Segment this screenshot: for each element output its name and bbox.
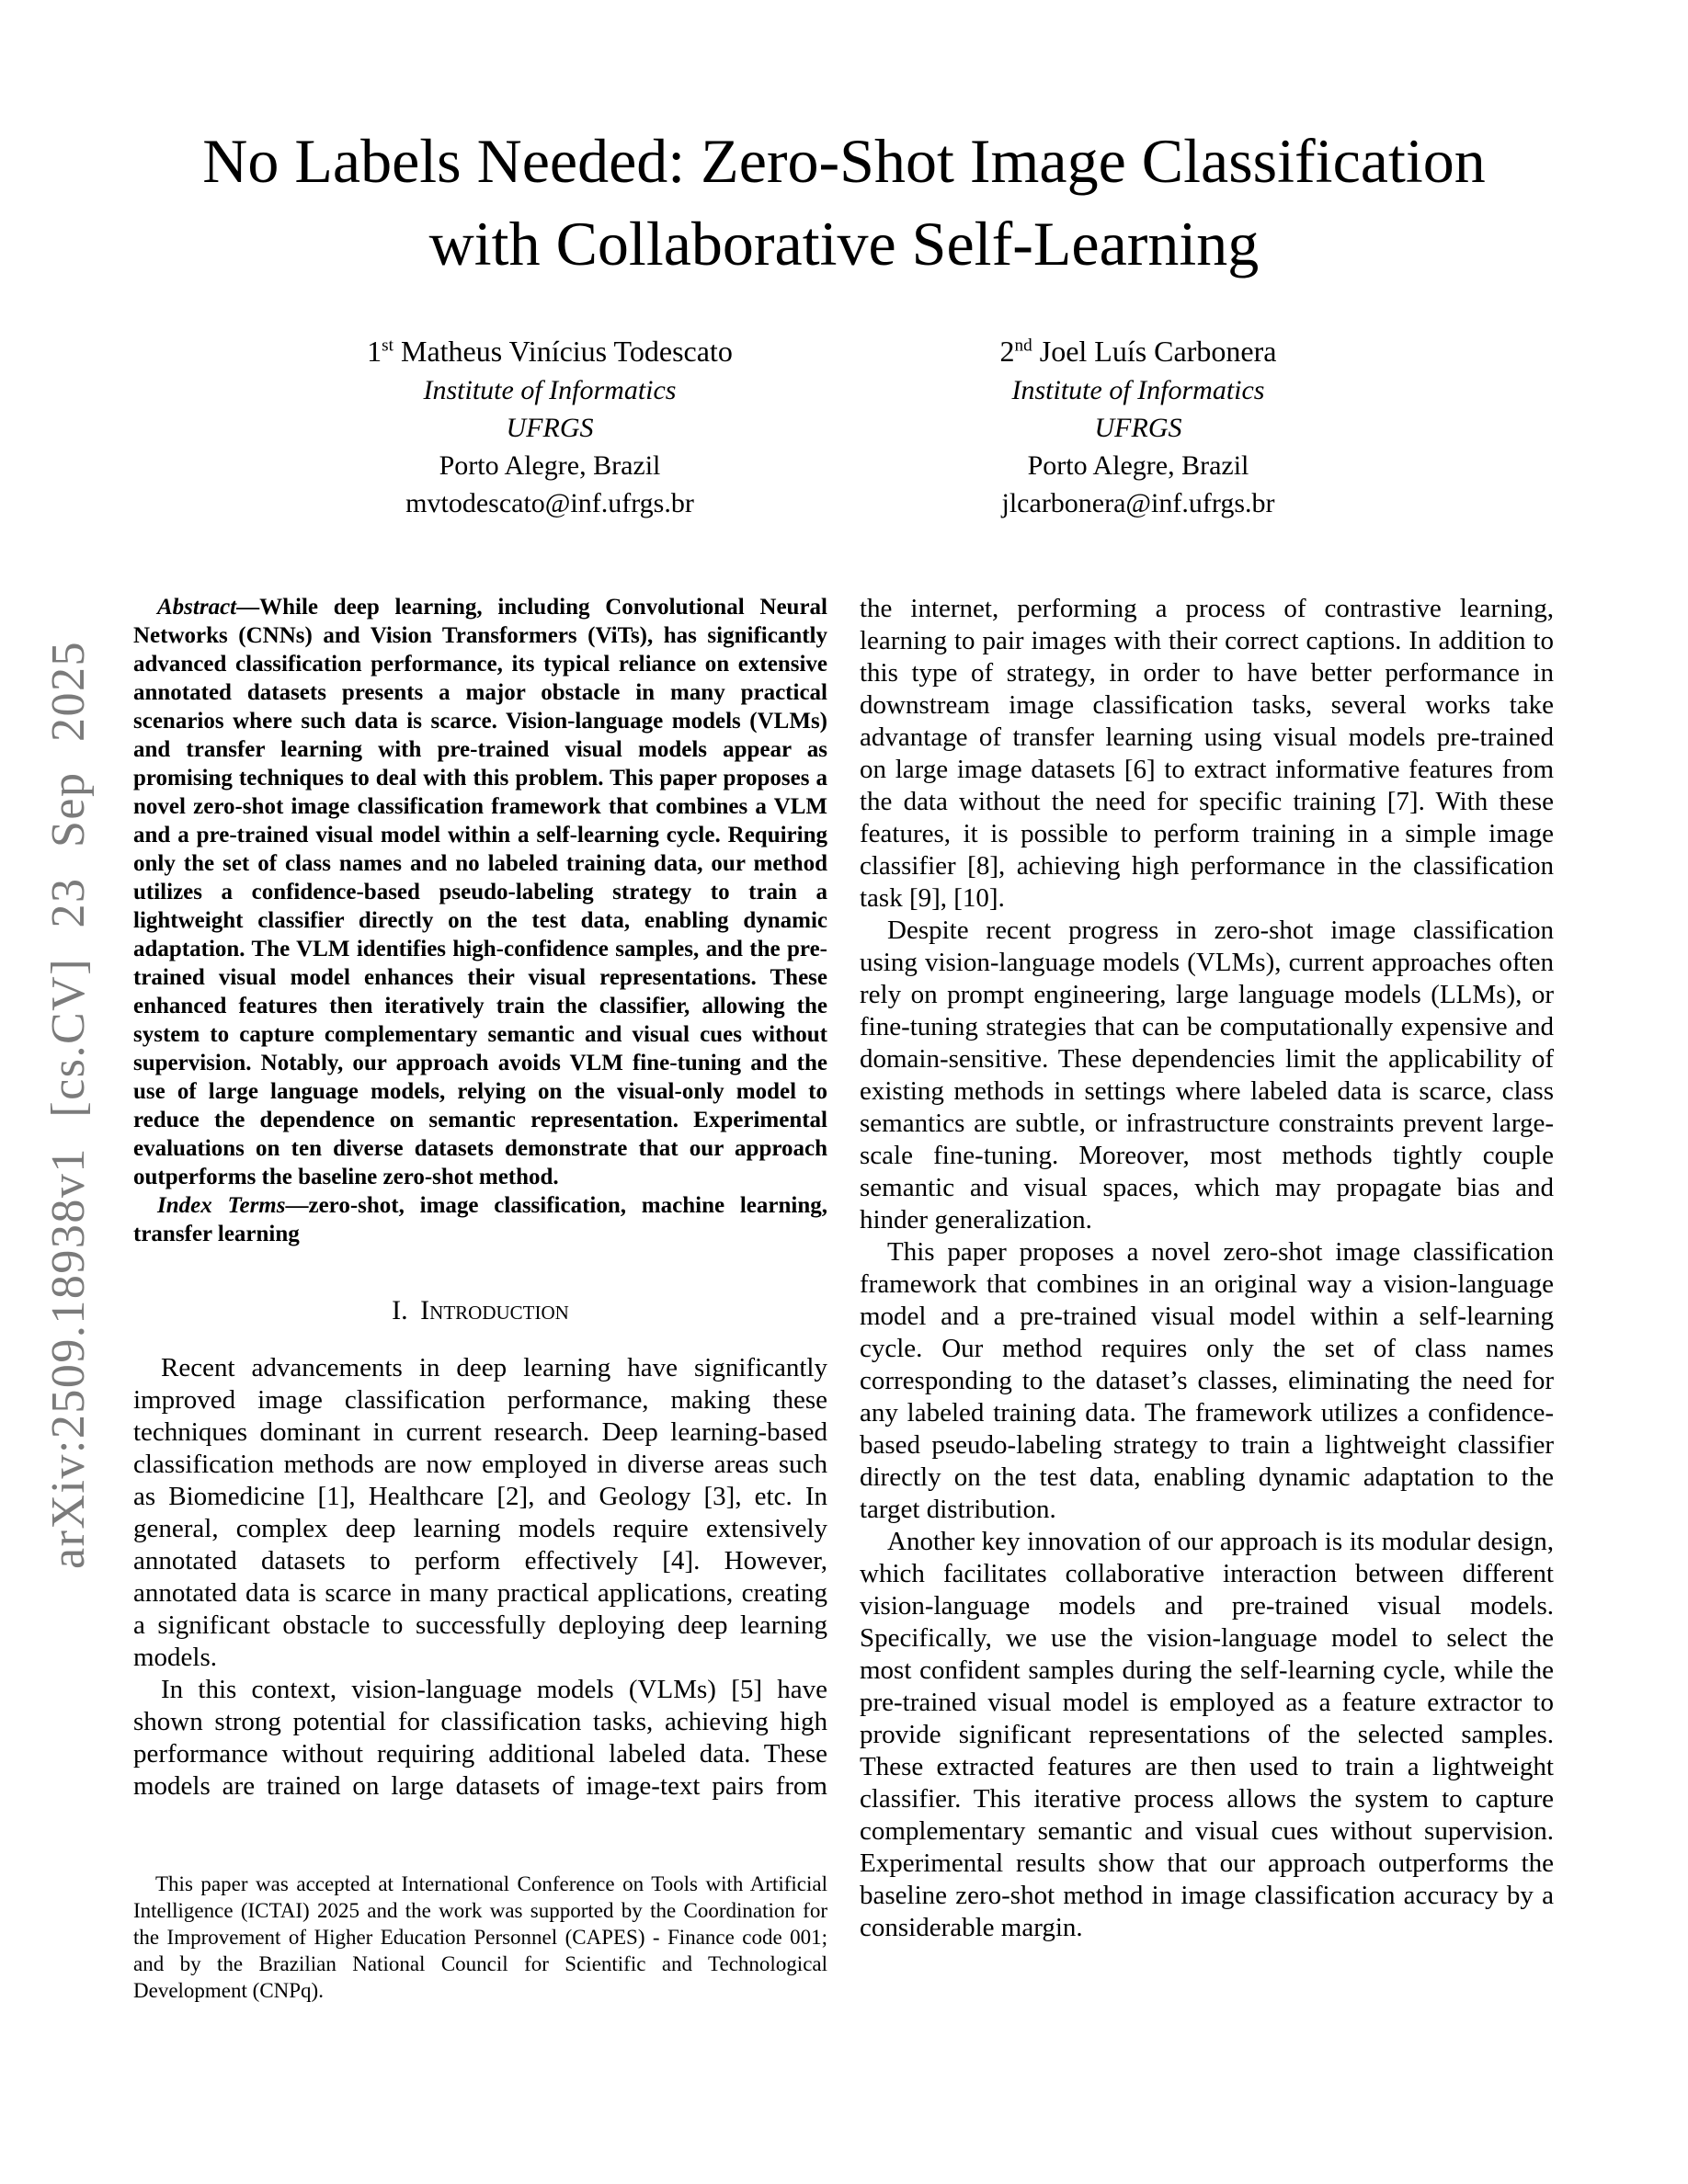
intro-paragraph-4: This paper proposes a novel zero-shot image classification framework that combines in an original way a vision-language model and a pre-trained visual model within a self-learning cycle. Our method requires only the set of class names corresponding to the dataset’s classes, eliminating the need for any labeled training data. The framework utilizes a confidence-based pseudo-labeling strategy to train a lightweight classifier directly on the test data, enabling dynamic adaptation to the target distribution. xyxy=(860,1237,1554,1524)
author-2-email: jlcarbonera@inf.ufrgs.br xyxy=(1001,488,1275,518)
author-1-full-name: Matheus Vinícius Todescato xyxy=(400,335,733,368)
index-terms-text: —zero-shot, image classification, machine learning, transfer learning xyxy=(133,1193,827,1246)
author-block-2 xyxy=(844,331,1432,522)
section-heading-introduction: I. Introduction xyxy=(392,1295,569,1325)
intro-paragraph-3: Despite recent progress in zero-shot image classification using vision-language models (VLMs), current approaches often rely on prompt engineering, large language models (LLMs), or fine-tuning strategies that can be computationally expensive and domain-sensitive. These dependencies limit the applicability of existing methods in settings where labeled data is scarce, class semantics are subtle, or infrastructure constraints prevent large-scale fine-tuning. Moreover, most methods tightly couple semantic and visual spaces, which may propagate bias and hinder generalization. xyxy=(860,916,1554,1234)
author-1-ordinal-suffix: st xyxy=(382,336,393,356)
author-1-location: Porto Alegre, Brazil xyxy=(439,450,661,481)
intro-paragraph-5: Another key innovation of our approach is its modular design, which facilitates collaborative interaction between different vision-language models and pre-trained visual models. Specifically, we use the vision-language model to select the most confident samples during the self-learning cycle, while the pre-trained visual model is employed as a feature extractor to provide significant representations of the selected samples. These extracted features are then used to train a lightweight classifier. This iterative process allows the system to capture complementary semantic and visual cues without supervision. Experimental results show that our approach outperforms the baseline zero-shot method in image classification accuracy by a considerable margin. xyxy=(860,1527,1554,1942)
author-1-university: UFRGS xyxy=(506,413,594,443)
author-2-name xyxy=(844,331,1432,371)
intro-paragraph-2: In this context, vision-language models (VLMs) [5] have shown strong potential for classification tasks, achieving high performance without requiring additional labeled data. These models are trained on large datasets of image-text pairs from xyxy=(133,1675,827,1801)
author-2-order: 2 xyxy=(999,335,1015,368)
abstract-text: —While deep learning, including Convolutional Neural Networks (CNNs) and Vision Transformers (ViTs), has significantly advanced classification performance, its typical reliance on extensive annotated datasets presents a major obstacle in many practical scenarios where such data is scarce. Vision-language models (VLMs) and transfer learning with pre-trained visual models appear as promising techniques to deal with this problem. This paper proposes a novel zero-shot image classification framework that combines a VLM and a pre-trained visual model within a self-learning cycle. Requiring only the set of class names and no labeled training data, our method utilizes a confidence-based pseudo-labeling strategy to train a lightweight classifier directly on the test data, enabling dynamic adaptation. The VLM identifies high-confidence samples, and the pre-trained visual model enhances their visual representations. These enhanced features then iteratively train the classifier, allowing the system to capture complementary semantic and visual cues without supervision. Notably, our approach avoids VLM fine-tuning and the use of large language models, relying on the visual-only model to reduce the dependence on semantic representation. Experimental evaluations on ten diverse datasets demonstrate that our approach outperforms the baseline zero-shot method. xyxy=(133,595,827,1189)
author-2-full-name: Joel Luís Carbonera xyxy=(1039,335,1277,368)
acknowledgment-footnote: This paper was accepted at International Conference on Tools with Artificial Intelligence (ICTAI) 2025 and the work was supported by the Coordination for the Improvement of Higher Education Personnel (CAPES) - Finance code 001; and by the Brazilian National Council for Scientific and Technological Development (CNPq). xyxy=(133,1872,827,2002)
author-1-name xyxy=(256,331,844,371)
arxiv-watermark: arXiv:2509.18938v1 [cs.CV] 23 Sep 2025 xyxy=(42,640,95,1570)
abstract-label: Abstract xyxy=(157,595,237,620)
author-2-location: Porto Alegre, Brazil xyxy=(1027,450,1249,481)
index-terms-label: Index Terms xyxy=(157,1193,286,1218)
author-block-1 xyxy=(256,331,844,522)
intro-paragraph-2-continuation: the internet, performing a process of contrastive learning, learning to pair images with their correct captions. In addition to this type of strategy, in order to have better performance in downstream image classification tasks, several works take advantage of transfer learning using visual models pre-trained on large image datasets [6] to extract informative features from the data without the need for specific training [7]. With these features, it is possible to perform training in a simple image classifier [8], achieving high performance in the classification task [9], [10]. xyxy=(860,594,1554,913)
intro-paragraph-1: Recent advancements in deep learning have significantly improved image classification performance, making these techniques dominant in current research. Deep learning-based classification methods are now employed in diverse areas such as Biomedicine [1], Healthcare [2], and Geology [3], etc. In general, complex deep learning models require extensively annotated datasets to perform effectively [4]. However, annotated data is scarce in many practical applications, creating a significant obstacle to successfully deploying deep learning models. xyxy=(133,1353,827,1672)
author-2-university: UFRGS xyxy=(1094,413,1182,443)
right-column xyxy=(860,593,1554,1944)
abstract-paragraph xyxy=(133,593,827,1191)
author-1-order: 1 xyxy=(367,335,382,368)
paper-title xyxy=(0,119,1688,285)
author-2-affiliation: Institute of Informatics xyxy=(1011,375,1265,405)
author-1-email: mvtodescato@inf.ufrgs.br xyxy=(405,488,694,518)
paper-title-line-2: with Collaborative Self-Learning xyxy=(428,209,1260,279)
author-2-ordinal-suffix: nd xyxy=(1014,336,1032,356)
paper-title-line-1: No Labels Needed: Zero-Shot Image Classification xyxy=(202,126,1486,196)
author-1-affiliation: Institute of Informatics xyxy=(423,375,677,405)
index-terms-paragraph xyxy=(133,1191,827,1248)
left-column xyxy=(133,593,827,2004)
author-list xyxy=(256,331,1432,522)
